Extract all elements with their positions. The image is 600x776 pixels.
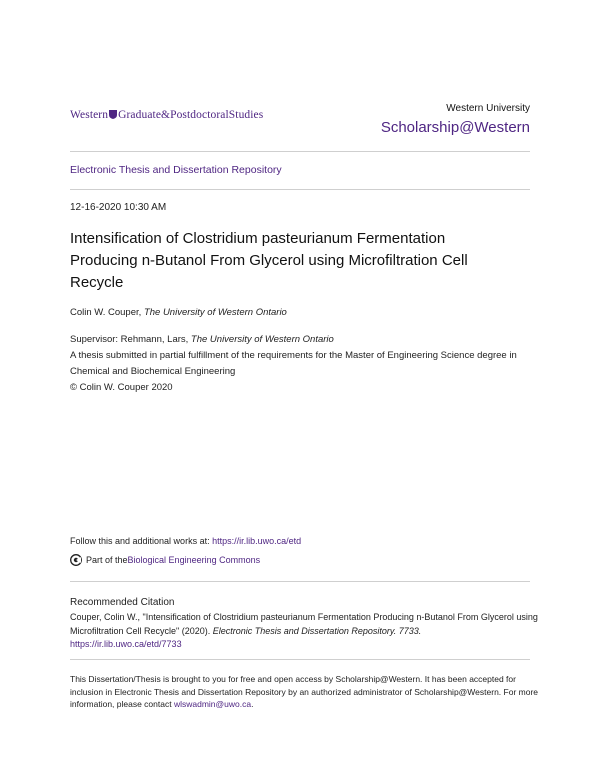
creative-commons-icon [70,554,82,566]
footer-end: . [251,699,254,709]
citation-heading: Recommended Citation [70,597,175,608]
thesis-title: Intensification of Clostridium pasteurianum Fermentation Producing n-Butanol From Glycerol using Microfiltration Cell Recycle [70,230,468,291]
contact-email[interactable]: wlswadmin@uwo.ca [173,699,252,709]
divider [70,189,530,190]
citation-number: . 7733. [393,625,422,636]
part-of-line [70,554,260,566]
author-name: Colin W. Couper [70,307,139,318]
header-right [381,103,530,136]
citation-journal: Electronic Thesis and Dissertation Repository [212,625,394,636]
university-name: Western University [446,103,530,114]
citation-text: Couper, Colin W., "Intensification of Clostridium pasteurianum Fermentation Producing n-Butanol From Glycerol using Microfiltration Cell Recycle" (2020). [70,612,538,636]
thesis-details [70,332,540,396]
author-line: Colin W. Couper, The University of Western Ontario [70,307,287,318]
commons-link[interactable]: Biological Engineering Commons [127,555,261,565]
copyright-line: © Colin W. Couper 2020 [70,382,173,393]
author-affiliation: The University of Western Ontario [143,307,287,318]
citation-url[interactable]: https://ir.lib.uwo.ca/etd/7733 [70,639,182,649]
logo-western-text: Western [70,109,109,121]
thesis-statement: A thesis submitted in partial fulfillment of the requirements for the Master of Engineering Science degree in Chemical and Biochemical Engineering [70,350,517,377]
supervisor-line [70,332,540,348]
footer-notice [70,673,540,711]
shield-icon [109,110,117,119]
divider [70,581,530,582]
part-of-text: Part of the [86,555,128,565]
follow-link[interactable]: https://ir.lib.uwo.ca/etd [212,536,302,546]
repository-link[interactable]: Electronic Thesis and Dissertation Repository [70,164,282,176]
footer-text: This Dissertation/Thesis is brought to you for free and open access by Scholarship@Western. It has been accepted for inclusion in Electronic Thesis and Dissertation Repository by an authorized administrator of Scholarship@Western. For more information, please contact [70,674,538,709]
divider [70,659,530,660]
divider [70,151,530,152]
follow-text: Follow this and additional works at: [70,536,213,546]
citation-body [70,611,540,652]
follow-line [70,536,301,546]
scholarship-brand[interactable]: Scholarship@Western [380,119,530,136]
publication-date: 12-16-2020 10:30 AM [70,202,167,213]
western-grad-studies-logo [70,109,263,121]
supervisor-affiliation: The University of Western Ontario [190,334,334,345]
logo-rest-text: Graduate&PostdoctoralStudies [118,109,264,121]
supervisor-name: Supervisor: Rehmann, Lars, [70,334,189,345]
